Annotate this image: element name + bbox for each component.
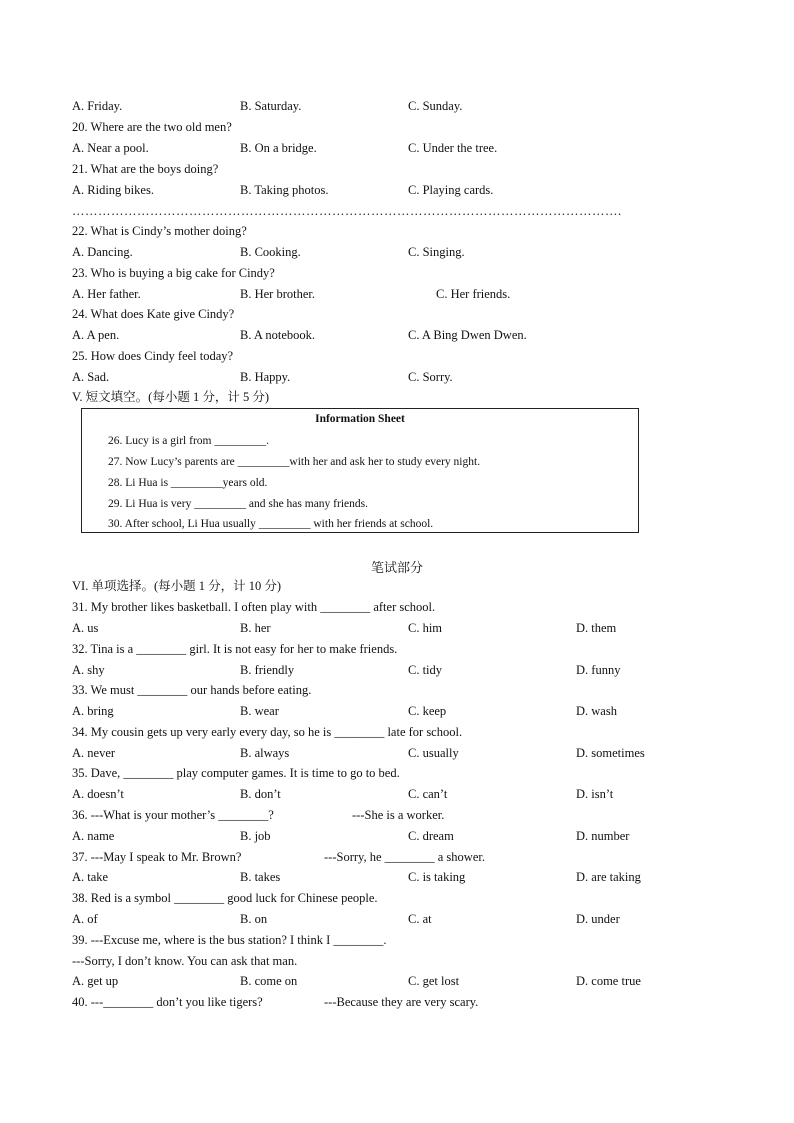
fill-line-27: 27. Now Lucy’s parents are _________with her and ask her to study every night. [108,456,481,468]
q36-option-b: B. job [240,829,271,843]
q32-option-a: A. shy [72,663,105,677]
question-37-reply: ---Sorry, he ________ a shower. [324,850,485,864]
q32-option-d: D. funny [576,663,621,677]
q31-option-a: A. us [72,621,99,635]
q33-option-b: B. wear [240,704,279,718]
q34-option-a: A. never [72,746,116,760]
q36-option-d: D. number [576,829,630,843]
question-34: 34. My cousin gets up very early every day, so he is ________ late for school. [72,725,463,739]
q25-option-a: A. Sad. [72,370,110,384]
q37-option-b: B. takes [240,870,281,884]
q20-option-c: C. Under the tree. [408,141,498,155]
question-25: 25. How does Cindy feel today? [72,349,234,363]
question-33: 33. We must ________ our hands before eating. [72,683,312,697]
question-31: 31. My brother likes basketball. I often play with ________ after school. [72,600,436,614]
q34-option-b: B. always [240,746,290,760]
fill-line-28: 28. Li Hua is _________years old. [108,477,268,489]
question-40: 40. ---________ don’t you like tigers? [72,995,263,1009]
q31-option-c: C. him [408,621,443,635]
q38-option-b: B. on [240,912,268,926]
q24-option-c: C. A Bing Dwen Dwen. [408,328,527,342]
q31-option-b: B. her [240,621,271,635]
q35-option-d: D. isn’t [576,787,614,801]
q34-option-d: D. sometimes [576,746,645,760]
q19-option-a: A. Friday. [72,99,123,113]
question-36-reply: ---She is a worker. [352,808,445,822]
q39-option-a: A. get up [72,974,119,988]
q38-option-c: C. at [408,912,432,926]
q39-option-d: D. come true [576,974,641,988]
q23-option-c: C. Her friends. [436,287,511,301]
q21-option-a: A. Riding bikes. [72,183,154,197]
q38-option-a: A. of [72,912,98,926]
q33-option-a: A. bring [72,704,114,718]
question-39-reply: ---Sorry, I don’t know. You can ask that man. [72,954,298,968]
q38-option-d: D. under [576,912,620,926]
fill-line-26: 26. Lucy is a girl from _________. [108,435,269,447]
q23-option-b: B. Her brother. [240,287,315,301]
q22-option-c: C. Singing. [408,245,465,259]
question-23: 23. Who is buying a big cake for Cindy? [72,266,275,280]
q22-option-b: B. Cooking. [240,245,301,259]
q37-option-d: D. are taking [576,870,641,884]
section-5-heading: V. 短文填空。(每小题 1 分，计 5 分) [72,390,269,404]
q20-option-a: A. Near a pool. [72,141,149,155]
q35-option-c: C. can’t [408,787,448,801]
q25-option-c: C. Sorry. [408,370,453,384]
question-38: 38. Red is a symbol ________ good luck for Chinese people. [72,891,378,905]
information-sheet [81,408,639,533]
q33-option-c: C. keep [408,704,447,718]
question-35: 35. Dave, ________ play computer games. It is time to go to bed. [72,766,400,780]
q24-option-a: A. A pen. [72,328,120,342]
q35-option-b: B. don’t [240,787,281,801]
question-32: 32. Tina is a ________ girl. It is not easy for her to make friends. [72,642,398,656]
question-24: 24. What does Kate give Cindy? [72,307,235,321]
q36-option-a: A. name [72,829,115,843]
q33-option-d: D. wash [576,704,617,718]
q37-option-c: C. is taking [408,870,466,884]
dotted-divider: ………………………………………………………………………………………………………………. [72,204,622,218]
q20-option-b: B. On a bridge. [240,141,317,155]
q21-option-b: B. Taking photos. [240,183,329,197]
q22-option-a: A. Dancing. [72,245,133,259]
q35-option-a: A. doesn’t [72,787,124,801]
fill-line-30: 30. After school, Li Hua usually _________ with her friends at school. [108,518,434,530]
question-20: 20. Where are the two old men? [72,120,232,134]
q32-option-c: C. tidy [408,663,443,677]
information-sheet-title: Information Sheet [315,413,405,425]
q32-option-b: B. friendly [240,663,295,677]
q39-option-b: B. come on [240,974,298,988]
section-6-heading: VI. 单项选择。(每小题 1 分，计 10 分) [72,579,282,593]
question-39: 39. ---Excuse me, where is the bus station? I think I ________. [72,933,387,947]
q19-option-b: B. Saturday. [240,99,302,113]
fill-line-29: 29. Li Hua is very _________ and she has many friends. [108,498,368,510]
question-36: 36. ---What is your mother’s ________? [72,808,274,822]
written-part-title: 笔试部分 [370,560,423,575]
q24-option-b: B. A notebook. [240,328,316,342]
q25-option-b: B. Happy. [240,370,291,384]
q21-option-c: C. Playing cards. [408,183,494,197]
question-40-reply: ---Because they are very scary. [324,995,479,1009]
q39-option-c: C. get lost [408,974,460,988]
q23-option-a: A. Her father. [72,287,141,301]
q37-option-a: A. take [72,870,109,884]
question-22: 22. What is Cindy’s mother doing? [72,224,247,238]
q19-option-c: C. Sunday. [408,99,463,113]
question-21: 21. What are the boys doing? [72,162,219,176]
q36-option-c: C. dream [408,829,454,843]
q34-option-c: C. usually [408,746,459,760]
q31-option-d: D. them [576,621,617,635]
question-37: 37. ---May I speak to Mr. Brown? [72,850,242,864]
